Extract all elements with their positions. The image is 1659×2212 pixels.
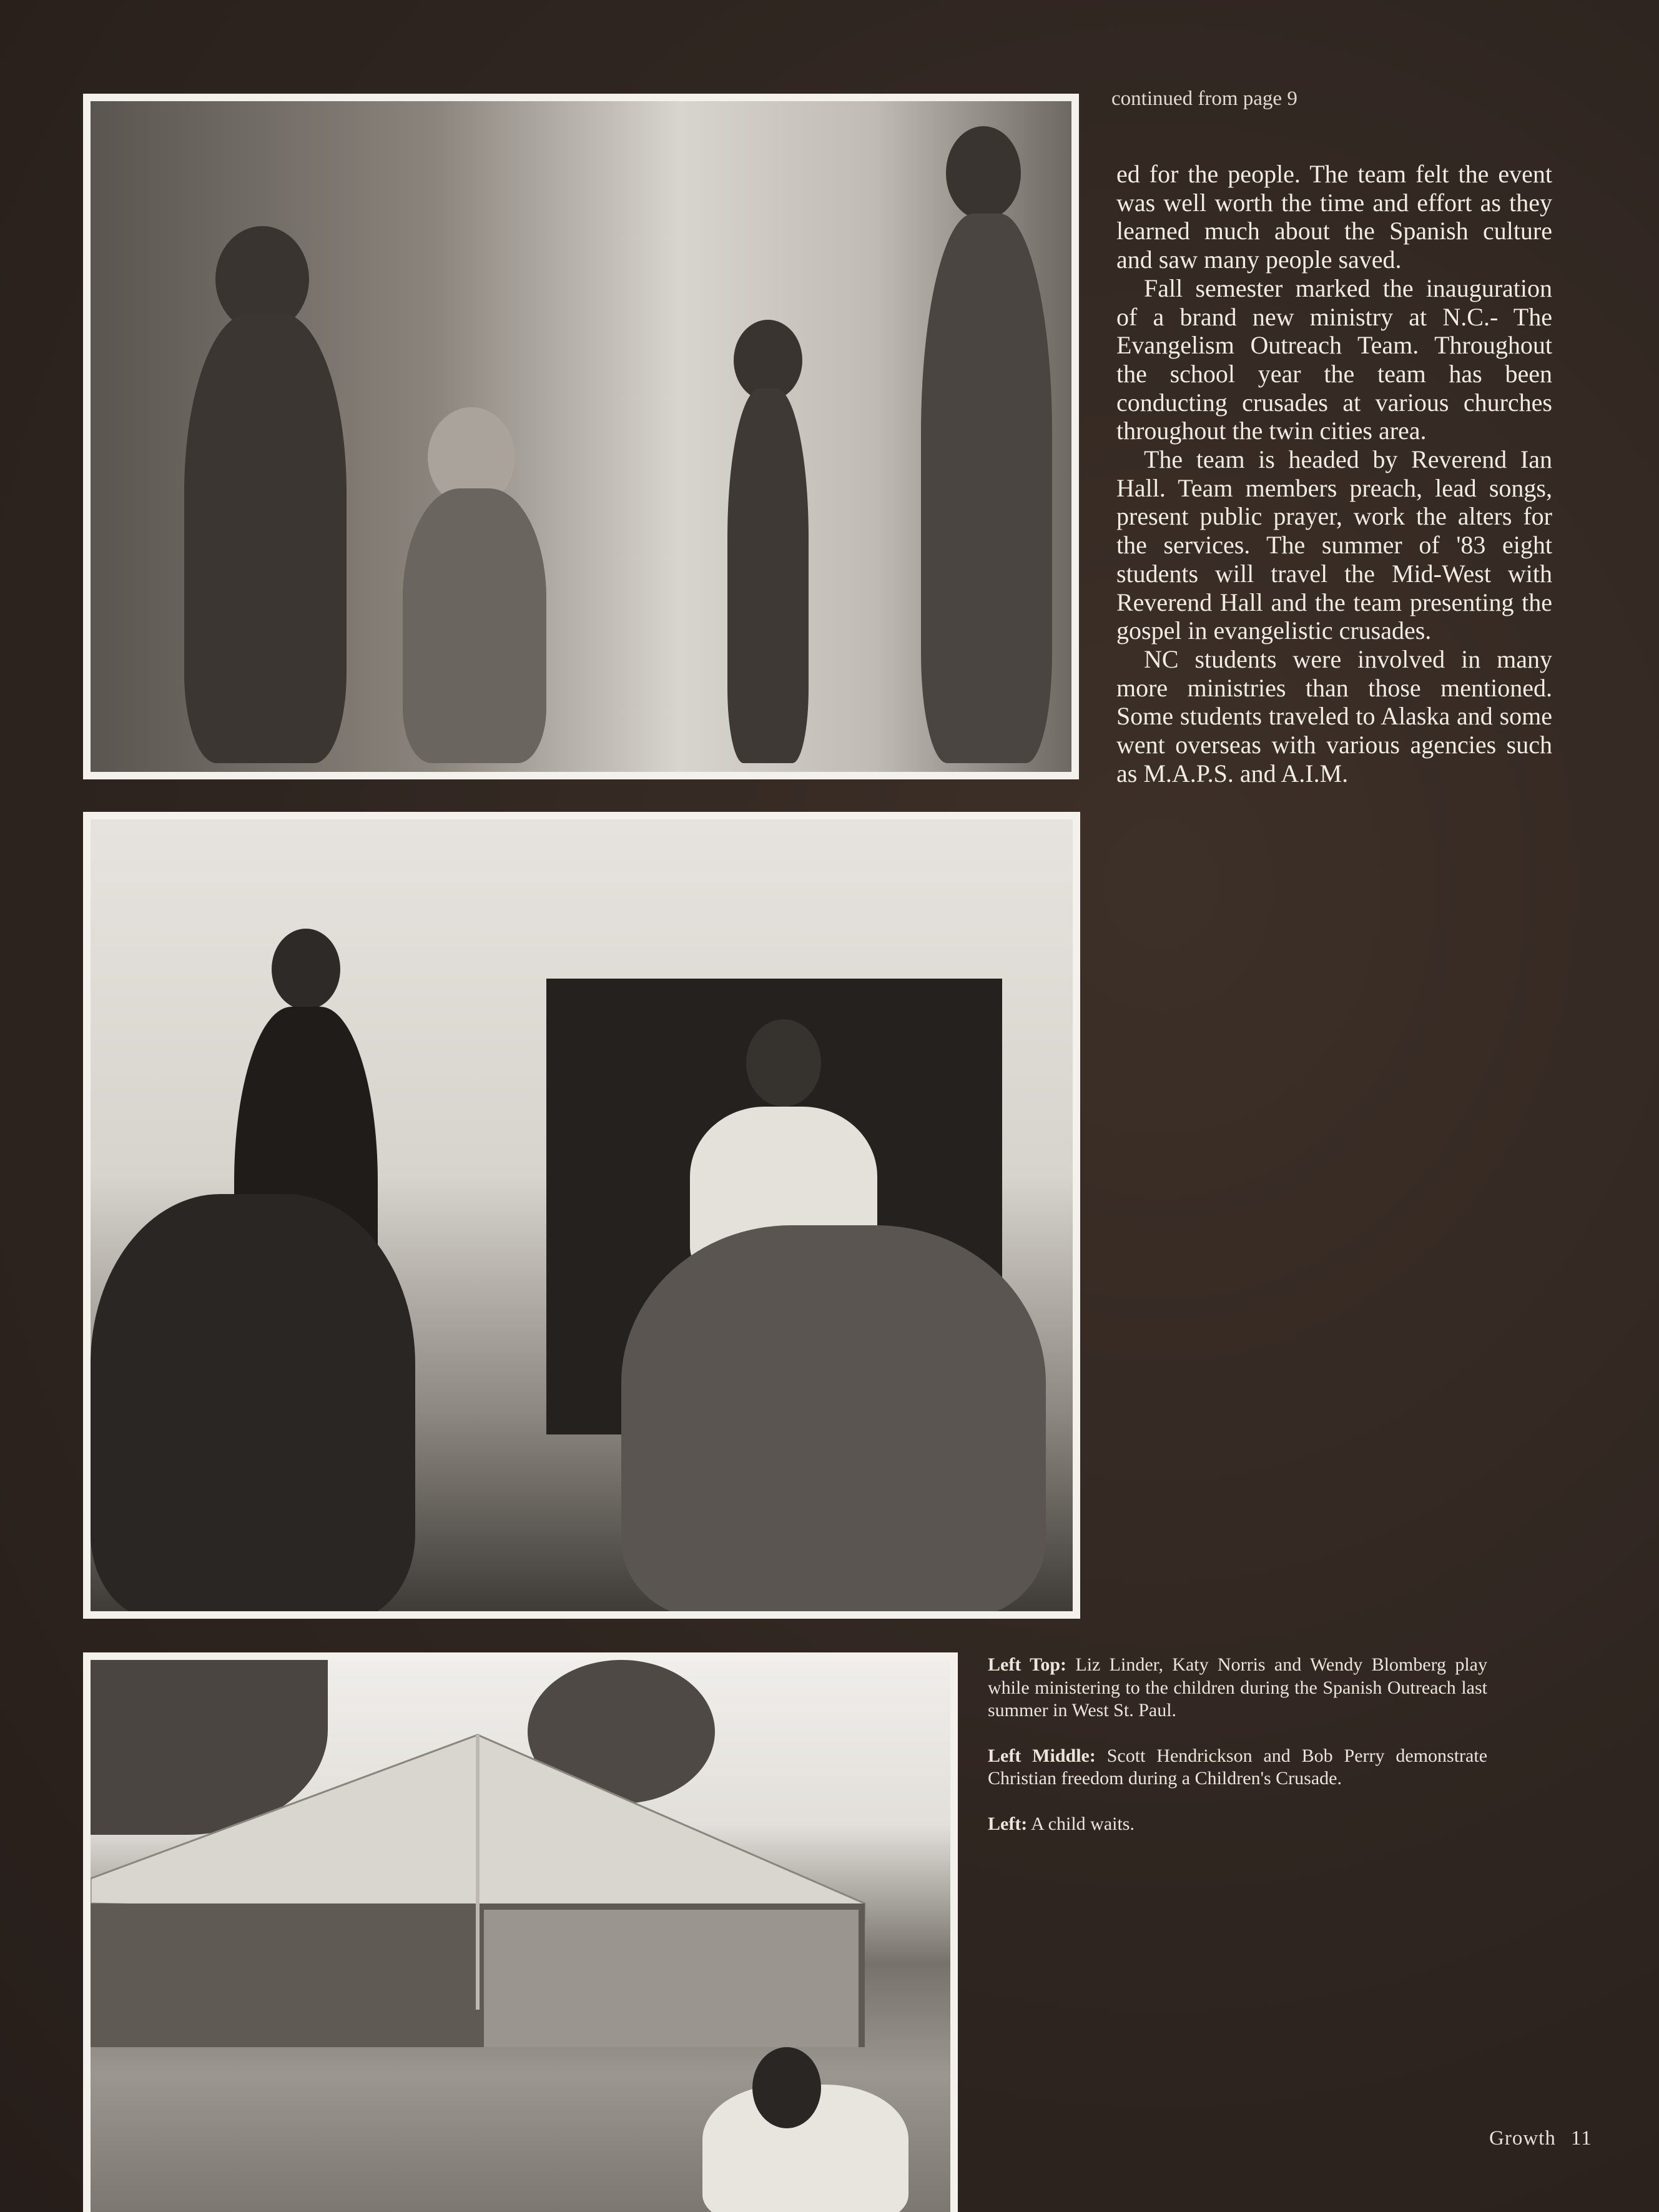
caption-left-middle [988, 1745, 1487, 1790]
photo-tent-image [91, 1660, 950, 2212]
section-name: Growth [1489, 2127, 1556, 2150]
photo-middle [83, 812, 1080, 1619]
body-paragraph: The team is headed by Reverend Ian Hall. Team members preach, lead songs, present public prayer, work the alters for the services. The summer of '83 eight students will travel the Mid-West with Reverend Hall and the team presenting the gospel in evangelistic crusades. [1116, 445, 1552, 645]
caption-text: A child waits. [1031, 1813, 1135, 1834]
photo-top [83, 94, 1079, 779]
page-footer [1489, 2127, 1592, 2150]
photo-crusade-image [91, 819, 1073, 1611]
caption-label: Left Middle: [988, 1745, 1096, 1766]
tent-illustration [91, 1697, 950, 2047]
continued-note: continued from page 9 [1111, 87, 1297, 110]
body-paragraph: ed for the people. The team felt the event was well worth the time and effort as they learned much about the Spanish culture and saw many people saved. [1116, 160, 1552, 274]
body-paragraph: NC students were involved in many more ministries than those mentioned. Some students traveled to Alaska and some went overseas with various agencies such as M.A.P.S. and A.I.M. [1116, 644, 1552, 788]
photo-captions [988, 1654, 1487, 1858]
article-body [1116, 160, 1552, 788]
caption-text: Scott Hendrickson and Bob Perry demonstrate Christian freedom during a Children's Crusade. [988, 1745, 1488, 1789]
caption-label: Left: [988, 1813, 1028, 1834]
caption-text: Liz Linder, Katy Norris and Wendy Blomberg play while ministering to the children during the Spanish Outreach last summer in West St. Paul. [988, 1654, 1488, 1721]
caption-label: Left Top: [988, 1654, 1067, 1675]
caption-left-top [988, 1654, 1487, 1722]
photo-bottom [83, 1652, 958, 2212]
caption-left [988, 1813, 1487, 1836]
photo-children-play-image [91, 101, 1071, 772]
page-number: 11 [1570, 2127, 1592, 2150]
body-paragraph: Fall semester marked the inauguration of a brand new ministry at N.C.- The Evangelism Outreach Team. Throughout the school year the team has been conducting crusades at various churches throughout the twin cities area. [1116, 274, 1552, 445]
